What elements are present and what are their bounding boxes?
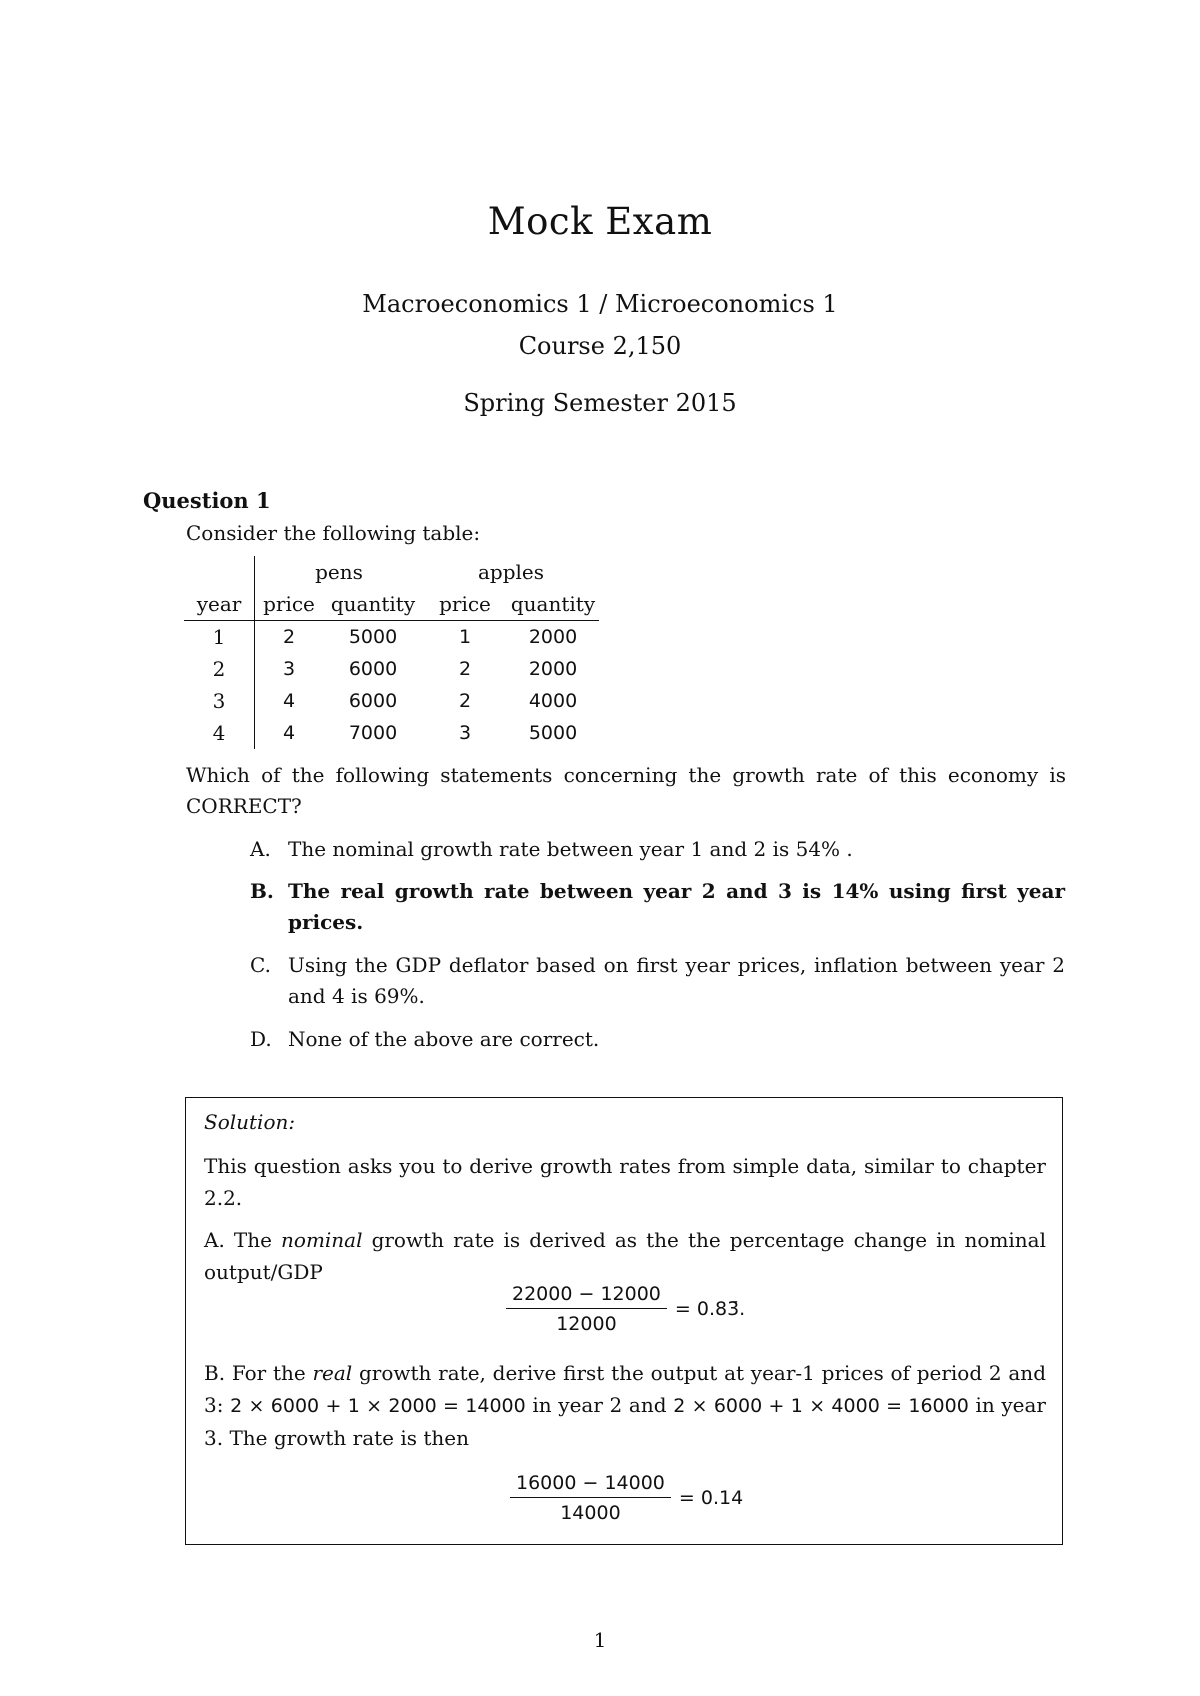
question-stem: Which of the following statements concerning the growth rate of this economy is CORRECT?	[186, 763, 1066, 818]
table-row	[184, 685, 599, 717]
table-cell: 2000	[528, 626, 578, 648]
column-header: quantity	[323, 588, 423, 621]
solution-paragraph-intro: This question asks you to derive growth rates from simple data, similar to chapter 2.2.	[204, 1154, 1046, 1210]
option-text: Using the GDP deflator based on first year prices, inflation between year 2 and 4 is 69%.	[288, 953, 1065, 1008]
option-a	[250, 834, 1065, 865]
course-title: Macroeconomics 1 / Microeconomics 1	[362, 290, 838, 318]
table-cell: 1	[184, 621, 255, 654]
text-run: B. For the	[204, 1361, 313, 1385]
option-text: None of the above are correct.	[288, 1027, 600, 1051]
course-number: Course 2,150	[518, 332, 682, 360]
fraction	[506, 1283, 667, 1335]
table-cell: 4	[282, 690, 296, 712]
column-header: price	[423, 588, 507, 621]
numerator: 22000 − 12000	[506, 1283, 667, 1309]
table-cell: 5000	[348, 626, 398, 648]
equation-real-growth	[510, 1472, 743, 1524]
option-letter: A.	[250, 837, 271, 861]
table-cell: 6000	[348, 690, 398, 712]
numerator: 16000 − 14000	[510, 1472, 671, 1498]
option-c	[250, 950, 1065, 1012]
table-cell: 3	[458, 722, 472, 744]
table-cell: 2	[184, 653, 255, 685]
inline-equation: 2 × 6000 + 1 × 2000 = 14000	[230, 1395, 526, 1417]
question-heading: Question 1	[143, 488, 271, 513]
denominator: 12000	[556, 1313, 617, 1335]
table-group-header-row	[184, 556, 599, 588]
emphasis-real: real	[312, 1361, 353, 1385]
denominator: 14000	[560, 1502, 621, 1524]
page-title: Mock Exam	[487, 200, 713, 243]
equation-result: = 0.83̄.	[674, 1298, 746, 1320]
table-cell: 3	[282, 658, 296, 680]
page-number: 1	[593, 1628, 607, 1652]
table-cell: 2	[282, 626, 296, 648]
column-header: price	[255, 588, 324, 621]
question-intro: Consider the following table:	[186, 521, 481, 545]
table-row	[184, 717, 599, 749]
equation-nominal-growth	[506, 1283, 745, 1335]
column-header: year	[184, 588, 255, 621]
option-d	[250, 1024, 1065, 1055]
fraction	[510, 1472, 671, 1524]
text-run: A. The	[204, 1228, 282, 1252]
solution-paragraph-a	[204, 1224, 1046, 1288]
group-header-pens: pens	[315, 560, 363, 584]
option-text: The real growth rate between year 2 and 3 is 14% using first year prices.	[288, 879, 1065, 934]
table-cell: 2	[458, 658, 472, 680]
option-letter: D.	[250, 1027, 272, 1051]
table-row	[184, 621, 599, 654]
table-cell: 4000	[528, 690, 578, 712]
text-run: growth rate, derive first the output at year-1 prices of period 2 and 3:	[204, 1361, 1046, 1417]
inline-equation: 2 × 6000 + 1 × 4000 = 16000	[673, 1395, 969, 1417]
solution-paragraph-b	[204, 1357, 1046, 1454]
group-header-apples: apples	[477, 560, 545, 584]
table-cell: 6000	[348, 658, 398, 680]
table-cell: 4	[184, 717, 255, 749]
equation-result: = 0.14	[678, 1487, 744, 1509]
column-header: quantity	[507, 588, 599, 621]
semester: Spring Semester 2015	[463, 389, 737, 417]
table-cell: 2	[458, 690, 472, 712]
table-cell: 1	[458, 626, 472, 648]
option-b-correct	[250, 876, 1065, 938]
table-cell: 2000	[528, 658, 578, 680]
text-run: in year 2 and	[525, 1393, 674, 1417]
text-run: in year 3. The growth rate is then	[204, 1393, 1046, 1450]
option-letter: C.	[250, 953, 271, 977]
option-text: The nominal growth rate between year 1 and 2 is 54% .	[288, 837, 853, 861]
emphasis-nominal: nominal	[281, 1228, 363, 1252]
table-cell: 5000	[528, 722, 578, 744]
solution-label: Solution:	[204, 1110, 296, 1134]
table-row	[184, 653, 599, 685]
data-table	[184, 556, 599, 749]
text-run: growth rate is derived as the the percentage change in nominal output/GDP	[204, 1228, 1047, 1284]
table-cell: 4	[282, 722, 296, 744]
table-cell: 7000	[348, 722, 398, 744]
table-cell: 3	[184, 685, 255, 717]
option-letter: B.	[250, 879, 274, 903]
table-header-row	[184, 588, 599, 621]
